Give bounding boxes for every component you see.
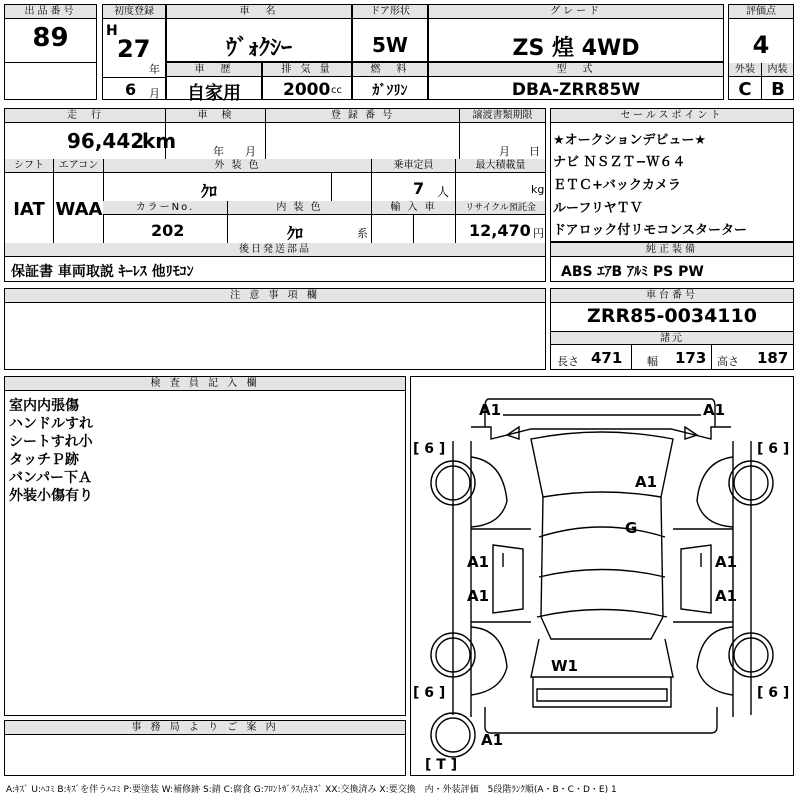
damage-mark: A1 xyxy=(481,731,504,749)
score-box xyxy=(728,4,794,100)
mileage-label: 走 行 xyxy=(5,109,165,123)
fuel-value: ｶﾞｿﾘﾝ xyxy=(372,83,408,99)
grade-label: グレード xyxy=(429,5,723,19)
inspector-line: 外装小傷有り xyxy=(9,488,93,504)
era: H xyxy=(106,23,118,39)
score-value: 4 xyxy=(752,31,770,59)
car-diagram-box xyxy=(410,376,794,776)
car-diagram xyxy=(411,377,793,775)
length-label: 長さ xyxy=(557,355,579,368)
later-parts-label: 後日発送部品 xyxy=(5,243,545,257)
year-unit: 年 xyxy=(149,63,160,76)
spec-label: 諸元 xyxy=(551,331,793,345)
registration-number-label: 登 録 番 号 xyxy=(265,109,459,123)
doors-label: ドア形状 xyxy=(353,5,427,19)
capacity-unit: 人 xyxy=(437,185,450,199)
max-load-label: 最大積載量 xyxy=(455,159,545,173)
tire-label: [ 6 ] xyxy=(413,685,446,701)
sales-points-label: セールスポイント xyxy=(551,109,793,123)
damage-mark: W1 xyxy=(551,657,578,675)
damage-mark: A1 xyxy=(715,553,738,571)
height-label: 高さ xyxy=(717,355,739,368)
inspection-year-unit: 年 xyxy=(213,145,224,158)
history-box xyxy=(166,62,262,104)
exterior-grade: C xyxy=(738,79,752,100)
inspection-month-unit: 月 xyxy=(245,145,256,158)
equipment-box xyxy=(550,242,794,282)
registration-month: 6 xyxy=(125,80,137,99)
color-number-label: カラーNo. xyxy=(103,201,227,215)
chassis-value: ZRR85-0034110 xyxy=(587,305,757,327)
chassis-label: 車台番号 xyxy=(551,289,793,303)
height-value: 187 xyxy=(757,349,789,367)
shift-label: シフト xyxy=(5,159,53,173)
import-label: 輸 入 車 xyxy=(371,201,455,215)
length-value: 471 xyxy=(591,349,623,367)
vehicle-details-box xyxy=(4,108,546,282)
score-label: 評価点 xyxy=(729,5,793,19)
inspector-box xyxy=(4,376,406,716)
registration-year: 27 xyxy=(117,35,151,63)
interior-color-unit: 系 xyxy=(357,227,368,240)
inspector-line: シートすれ小 xyxy=(9,434,93,450)
sales-point-item: ルーフリヤＴＶ xyxy=(553,201,643,216)
mileage-unit: km xyxy=(142,129,177,153)
model-box xyxy=(428,62,724,100)
notes-box xyxy=(4,288,546,370)
inspector-label: 検 査 員 記 入 欄 xyxy=(5,377,405,391)
grade-value: ZS 煌 4WD xyxy=(512,36,640,61)
ac-value: WAA xyxy=(55,199,103,220)
capacity-value: 7 xyxy=(413,179,425,198)
chassis-box xyxy=(550,288,794,370)
displacement-box xyxy=(262,62,352,100)
car-name-label: 車 名 xyxy=(167,5,351,19)
interior-color-label: 内 装 色 xyxy=(227,201,371,215)
equipment-value: ABS ｴｱB ｱﾙﾐ PS PW xyxy=(561,264,704,280)
exterior-color-value: ｸﾛ xyxy=(201,182,218,201)
office-box xyxy=(4,720,406,776)
month-unit: 月 xyxy=(149,87,160,100)
exterior-grade-label: 外装 xyxy=(729,63,761,77)
tire-label: [ 6 ] xyxy=(757,685,790,701)
transfer-month-unit: 月 xyxy=(499,145,510,158)
office-label: 事 務 局 よ り ご 案 内 xyxy=(5,721,405,735)
sales-points-box xyxy=(550,108,794,242)
doors-value: 5W xyxy=(372,33,408,57)
damage-mark: G xyxy=(625,519,638,537)
displacement-label: 排 気 量 xyxy=(263,63,351,77)
inspector-line: タッチＰ跡 xyxy=(9,452,79,468)
history-value: 自家用 xyxy=(187,83,241,104)
first-registration-label: 初度登録 xyxy=(103,5,165,19)
lot-number-label: 出品番号 xyxy=(5,5,96,19)
displacement-unit: cc xyxy=(331,85,342,96)
fuel-box xyxy=(352,62,428,100)
model-value: DBA-ZRR85W xyxy=(511,80,641,100)
width-value: 173 xyxy=(675,349,707,367)
sales-point-item: ドアロック付リモコンスターター xyxy=(553,223,747,238)
interior-color-value: ｸﾛ xyxy=(287,224,304,243)
color-number-value: 202 xyxy=(151,221,185,240)
damage-mark: A1 xyxy=(467,587,490,605)
ac-label: エアコン xyxy=(53,159,103,173)
equipment-label: 純正装備 xyxy=(551,243,793,257)
inspection-label: 車 検 xyxy=(165,109,265,123)
displacement-value: 2000 xyxy=(283,80,331,100)
mileage-value: 96,442 xyxy=(67,129,145,153)
inspector-line: バンパー下Ａ xyxy=(9,470,93,486)
tire-label: [ T ] xyxy=(425,757,458,773)
interior-grade: B xyxy=(771,79,785,100)
exterior-color-label: 外 装 色 xyxy=(103,159,371,173)
sales-point-item: ナビ ＮＳＺＴ−Ｗ６４ xyxy=(553,155,686,170)
recycle-deposit-unit: 円 xyxy=(533,227,544,240)
tire-label: [ 6 ] xyxy=(413,441,446,457)
capacity-label: 乗車定員 xyxy=(371,159,455,173)
max-load-unit: kg xyxy=(531,183,545,196)
transfer-day-unit: 日 xyxy=(529,145,540,158)
recycle-deposit-label: リサイクル預託金 xyxy=(455,201,545,215)
recycle-deposit-value: 12,470 xyxy=(469,221,531,240)
car-name-box xyxy=(166,4,352,62)
width-label: 幅 xyxy=(647,355,658,368)
lot-number: 89 xyxy=(32,23,69,53)
shift-value: IAT xyxy=(13,199,45,220)
doors-box xyxy=(352,4,428,62)
interior-grade-label: 内装 xyxy=(761,63,793,77)
car-name: ｳﾞｫｸｼｰ xyxy=(225,36,292,61)
tire-label: [ 6 ] xyxy=(757,441,790,457)
legend: A:ｷｽﾞ U:ﾍｺﾐ B:ｷｽﾞを伴うﾍｺﾐ P:要塗装 W:補修跡 S:錆 C:腐食 G:ﾌﾛﾝﾄｶﾞﾗｽ点ｷｽﾞ XX:交換済み X:要交換 内・外装評価 5段階ﾗﾝｸ順(A・B・C・D・E) 1 xyxy=(6,785,617,795)
grade-box xyxy=(428,4,724,62)
later-parts-value: 保証書 車両取説 ｷｰﾚｽ 他ﾘﾓｺﾝ xyxy=(11,264,194,280)
sales-point-item: ＥＴＣ+バックカメラ xyxy=(553,178,681,193)
lot-number-box xyxy=(4,4,97,100)
history-label: 車 歴 xyxy=(167,63,261,77)
inspector-line: 室内内張傷 xyxy=(9,398,79,414)
notes-label: 注 意 事 項 欄 xyxy=(5,289,545,303)
transfer-deadline-label: 譲渡書類期限 xyxy=(459,109,545,123)
damage-mark: A1 xyxy=(467,553,490,571)
fuel-label: 燃 料 xyxy=(353,63,427,77)
model-label: 型 式 xyxy=(429,63,723,77)
damage-mark: A1 xyxy=(715,587,738,605)
inspector-line: ハンドルすれ xyxy=(9,416,93,432)
damage-mark: A1 xyxy=(703,401,726,419)
sales-point-item: ★オークションデビュー★ xyxy=(553,133,707,148)
first-registration-box xyxy=(102,4,166,100)
damage-mark: A1 xyxy=(635,473,658,491)
damage-mark: A1 xyxy=(479,401,502,419)
